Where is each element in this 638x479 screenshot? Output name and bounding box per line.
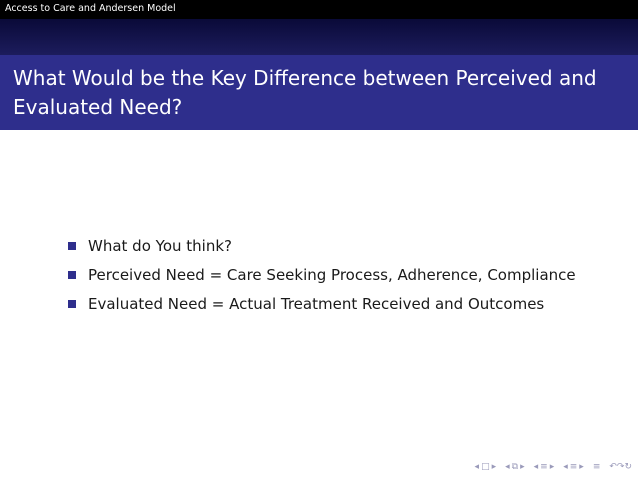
headline-bar (0, 0, 638, 19)
list-item-text: Perceived Need = Care Seeking Process, Adherence, Compliance (88, 266, 576, 284)
list-item (68, 294, 608, 315)
square-bullet-icon (68, 300, 76, 308)
section-icon[interactable]: ≡ (569, 462, 578, 472)
slide-icon[interactable]: □ (481, 462, 490, 472)
next-slide-icon[interactable]: ▸ (491, 462, 497, 472)
beamer-navigation-symbols (475, 462, 632, 472)
next-section-icon[interactable]: ▸ (579, 462, 584, 472)
square-bullet-icon (68, 271, 76, 279)
section-nav (563, 462, 584, 472)
navigation-band (0, 19, 638, 55)
frame-title: What Would be the Key Difference between Perceived and Evaluated Need? (13, 66, 597, 119)
prev-frame-icon[interactable]: ◂ (505, 462, 510, 472)
frame-icon[interactable]: ⧉ (511, 462, 519, 472)
prev-slide-icon[interactable]: ◂ (474, 462, 480, 472)
slide-nav (475, 462, 497, 472)
bullet-list (68, 236, 608, 323)
list-item (68, 265, 608, 286)
prev-section-icon[interactable]: ◂ (563, 462, 568, 472)
frame-title-bar (0, 55, 638, 130)
search-back-forward-icon[interactable]: ↶↷↻ (609, 462, 632, 472)
align-icon[interactable]: ≡ (592, 462, 601, 472)
next-frame-icon[interactable]: ▸ (520, 462, 525, 472)
section-title: Access to Care and Andersen Model (5, 3, 176, 14)
square-bullet-icon (68, 242, 76, 250)
prev-subsection-icon[interactable]: ◂ (533, 462, 539, 472)
next-subsection-icon[interactable]: ▸ (549, 462, 555, 472)
list-item-text: Evaluated Need = Actual Treatment Received and Outcomes (88, 295, 545, 313)
frame-nav (505, 462, 525, 472)
list-item-text: What do You think? (88, 237, 232, 255)
subsection-nav (534, 462, 555, 472)
subsection-icon[interactable]: ≡ (540, 462, 548, 472)
list-item (68, 236, 608, 257)
